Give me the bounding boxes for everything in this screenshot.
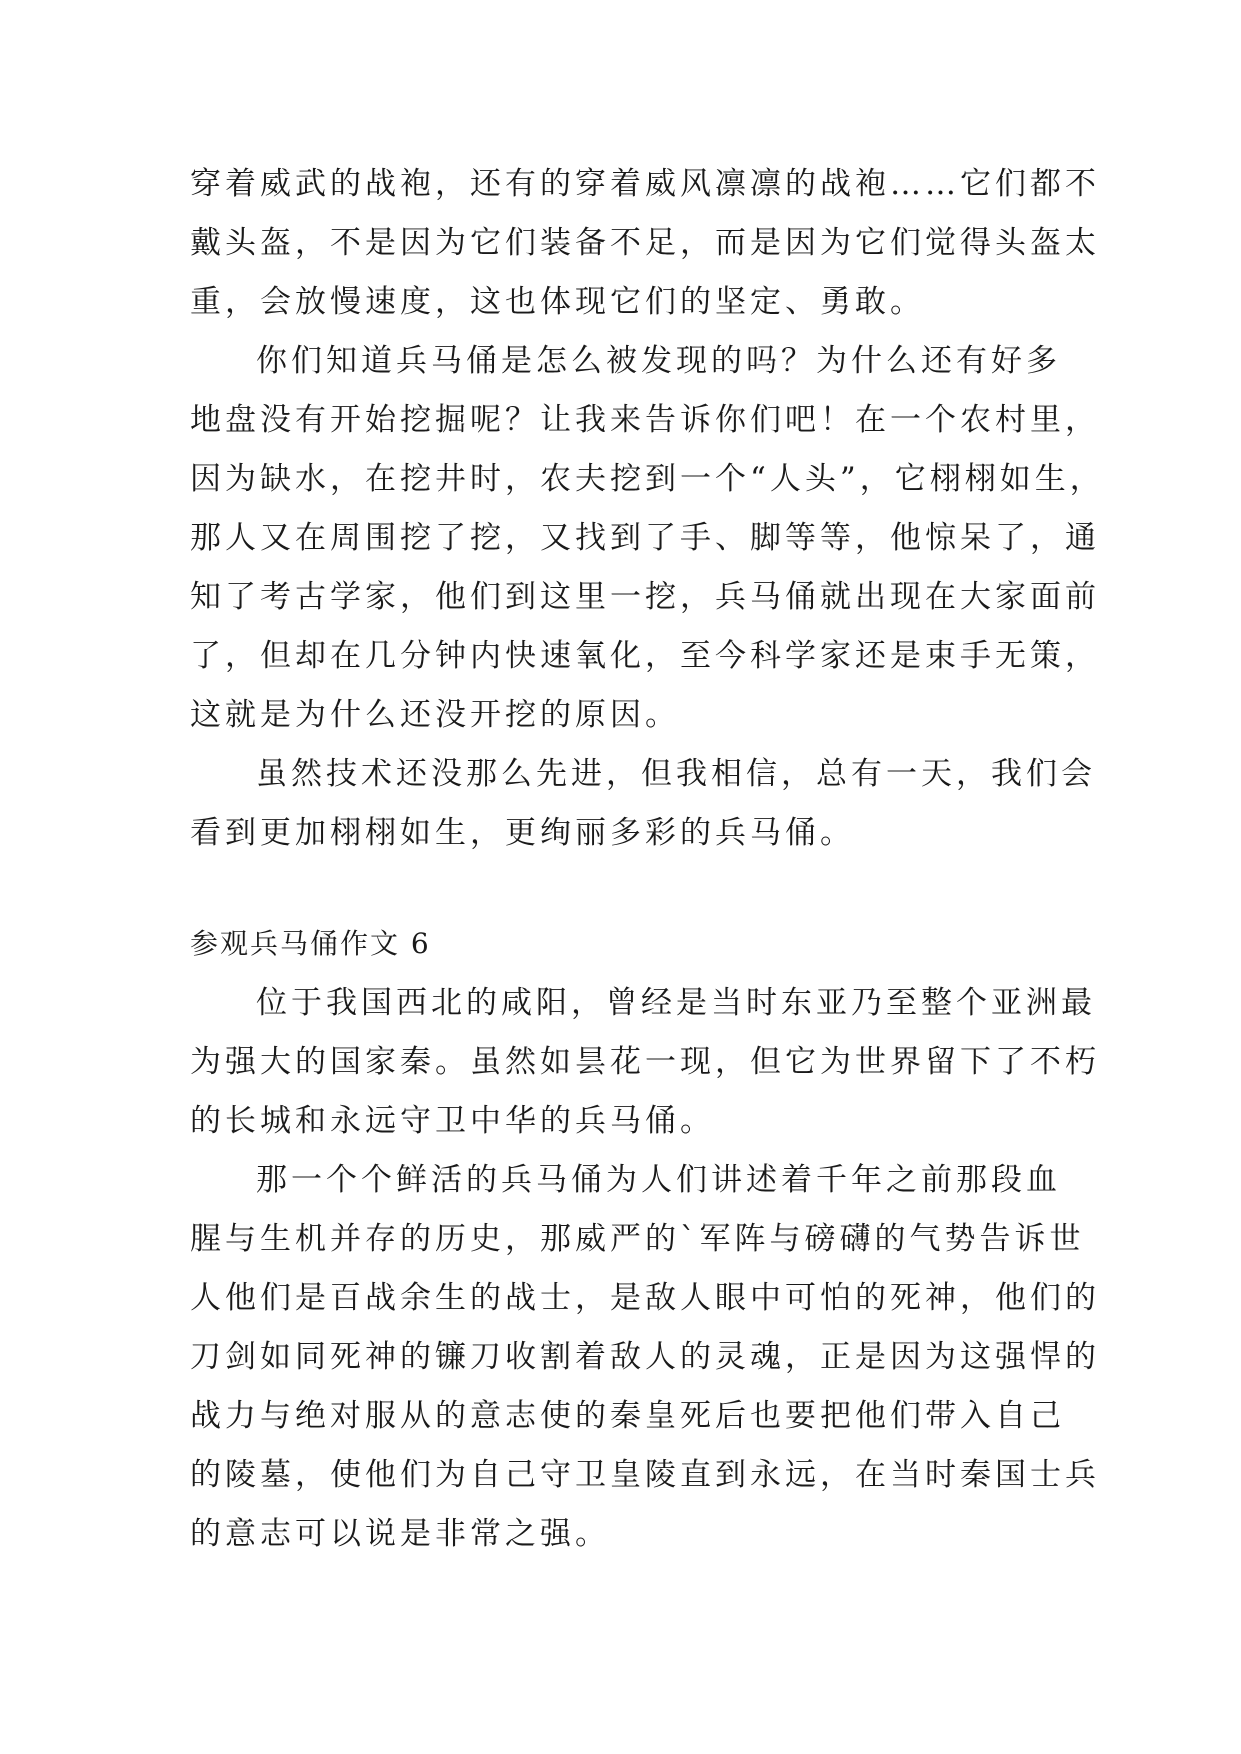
paragraph-2-line-5: 知了考古学家，他们到这里一挖，兵马俑就出现在大家面前 [190,579,1100,615]
paragraph-4-line-1: 位于我国西北的咸阳，曾经是当时东亚乃至整个亚洲最 [256,985,1096,1021]
paragraph-5-line-6: 的陵墓，使他们为自己守卫皇陵直到永远，在当时秦国士兵 [190,1457,1100,1493]
section-title: 参观兵马俑作文 6 [190,927,431,960]
paragraph-2-line-2: 地盘没有开始挖掘呢？让我来告诉你们吧！在一个农村里， [190,402,1100,438]
paragraph-1-line-1: 穿着威武的战袍，还有的穿着威风凛凛的战袍……它们都不 [190,166,1100,202]
paragraph-5-line-7: 的意志可以说是非常之强。 [190,1516,610,1552]
paragraph-3-line-2: 看到更加栩栩如生，更绚丽多彩的兵马俑。 [190,815,855,851]
paragraph-2-line-4: 那人又在周围挖了挖，又找到了手、脚等等，他惊呆了，通 [190,520,1100,556]
paragraph-5-line-2: 腥与生机并存的历史，那威严的`军阵与磅礴的气势告诉世 [190,1221,1085,1257]
paragraph-5-line-3: 人他们是百战余生的战士，是敌人眼中可怕的死神，他们的 [190,1280,1100,1316]
paragraph-5-line-1: 那一个个鲜活的兵马俑为人们讲述着千年之前那段血 [256,1162,1061,1198]
paragraph-4-line-3: 的长城和永远守卫中华的兵马俑。 [190,1103,715,1139]
paragraph-2-line-1: 你们知道兵马俑是怎么被发现的吗？为什么还有好多 [256,343,1061,379]
paragraph-1-line-2: 戴头盔，不是因为它们装备不足，而是因为它们觉得头盔太 [190,225,1100,261]
paragraph-2-line-7: 这就是为什么还没开挖的原因。 [190,697,680,733]
paragraph-2-line-6: 了，但却在几分钟内快速氧化，至今科学家还是束手无策， [190,638,1100,674]
paragraph-4-line-2: 为强大的国家秦。虽然如昙花一现，但它为世界留下了不朽 [190,1044,1100,1080]
paragraph-1-line-3: 重，会放慢速度，这也体现它们的坚定、勇敢。 [190,284,925,320]
paragraph-2-line-3: 因为缺水，在挖井时，农夫挖到一个“人头”，它栩栩如生， [190,461,1105,497]
paragraph-5-line-5: 战力与绝对服从的意志使的秦皇死后也要把他们带入自己 [190,1398,1065,1434]
paragraph-5-line-4: 刀剑如同死神的镰刀收割着敌人的灵魂，正是因为这强悍的 [190,1339,1100,1375]
paragraph-3-line-1: 虽然技术还没那么先进，但我相信，总有一天，我们会 [256,756,1096,792]
